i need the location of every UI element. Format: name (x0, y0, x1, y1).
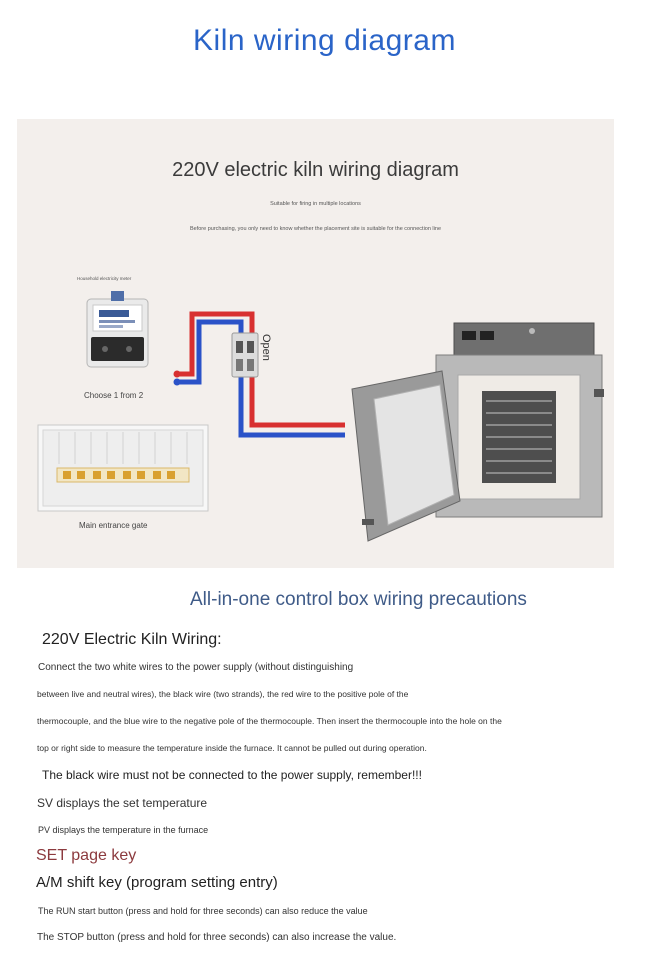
instructions-line-3: thermocouple, and the blue wire to the negative pole of the thermocouple. Then insert the thermocouple into the hole on the (37, 716, 502, 726)
wires-diagram (167, 304, 357, 444)
page-title: Kiln wiring diagram (193, 24, 456, 57)
wiring-diagram-panel (17, 119, 614, 568)
diagram-title: 220V electric kiln wiring diagram (172, 159, 459, 181)
sv-note: SV displays the set temperature (37, 796, 208, 810)
switch-open-label: Open (260, 334, 272, 361)
am-key-note: A/M shift key (program setting entry) (36, 874, 278, 891)
set-key-note: SET page key (36, 847, 137, 864)
distribution-box-icon (37, 424, 209, 512)
run-button-note: The RUN start button (press and hold for three seconds) can also reduce the value (38, 906, 368, 916)
wiring-subheading: 220V Electric Kiln Wiring: (42, 631, 222, 648)
gate-label: Main entrance gate (79, 521, 148, 530)
instructions-line-1: Connect the two white wires to the power supply (without distinguishing (38, 662, 354, 673)
pv-note: PV displays the temperature in the furnace (38, 825, 209, 835)
electricity-meter-icon (85, 289, 150, 371)
stop-button-note: The STOP button (press and hold for three seconds) can also increase the value. (37, 932, 397, 943)
kiln-icon (332, 319, 607, 549)
diagram-note-1: Suitable for firing in multiple locations (270, 201, 361, 207)
choose-label: Choose 1 from 2 (84, 391, 144, 400)
instructions-line-4: top or right side to measure the temperature inside the furnace. It cannot be pulled out during operation. (37, 743, 427, 753)
breaker-switch-icon (230, 331, 260, 379)
section-heading: All-in-one control box wiring precautions (190, 589, 527, 610)
instructions-line-2: between live and neutral wires), the black wire (two strands), the red wire to the positive pole of the (37, 689, 409, 699)
meter-caption: Household electricity meter (77, 276, 132, 281)
diagram-note-2: Before purchasing, you only need to know whether the placement site is suitable for the connection line (189, 226, 441, 232)
black-wire-warning: The black wire must not be connected to the power supply, remember!!! (42, 768, 422, 782)
